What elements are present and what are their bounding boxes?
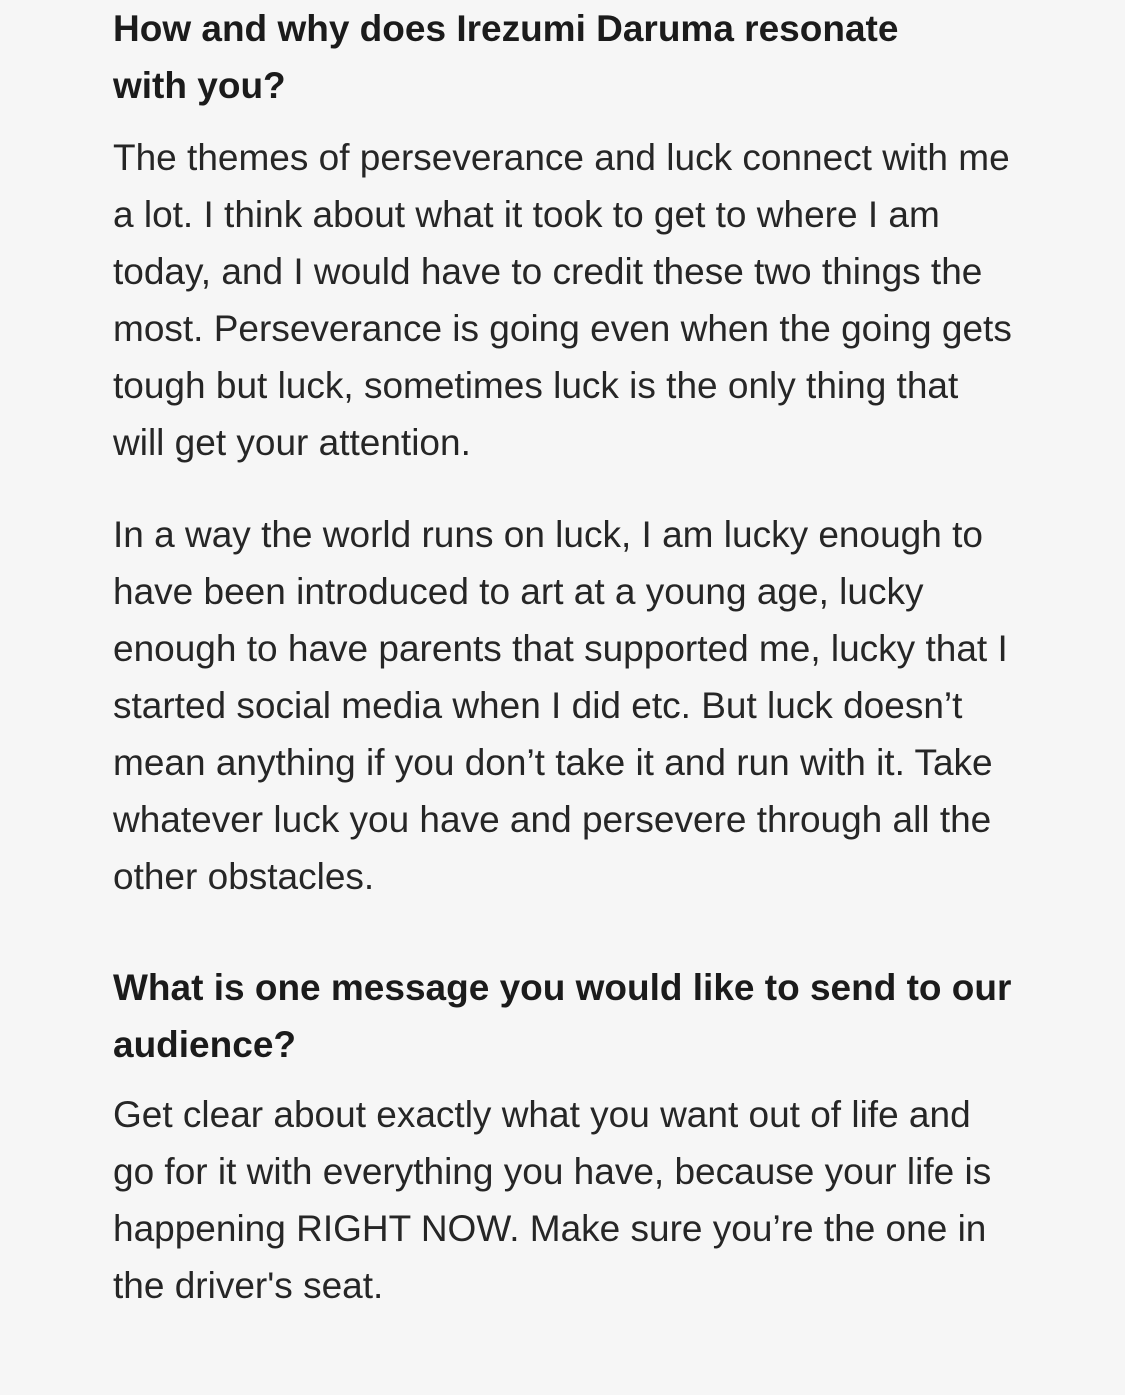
answer-paragraph-perseverance: The themes of perseverance and luck connect with me a lot. I think about what it took to get to where I am today, and I would have to credit these two things the most. Perseverance is going even when the going gets tough but luck, sometimes luck is the only thing that will get your attention. <box>113 137 1012 463</box>
question-heading-message: What is one message you would like to send to our audience? <box>113 967 1012 1065</box>
question-heading-resonate: How and why does Irezumi Daruma resonate with you? <box>113 8 899 106</box>
answer-paragraph-message: Get clear about exactly what you want out of life and go for it with everything you have, because your life is happening RIGHT NOW. Make sure you’re the one in the driver's seat. <box>113 1094 992 1306</box>
answer-paragraph-luck: In a way the world runs on luck, I am lucky enough to have been introduced to art at a young age, lucky enough to have parents that supported me, lucky that I started social media when I did etc. But luck doesn’t mean anything if you don’t take it and run with it. Take whatever luck you have and persevere through all the other obstacles. <box>113 514 1008 897</box>
